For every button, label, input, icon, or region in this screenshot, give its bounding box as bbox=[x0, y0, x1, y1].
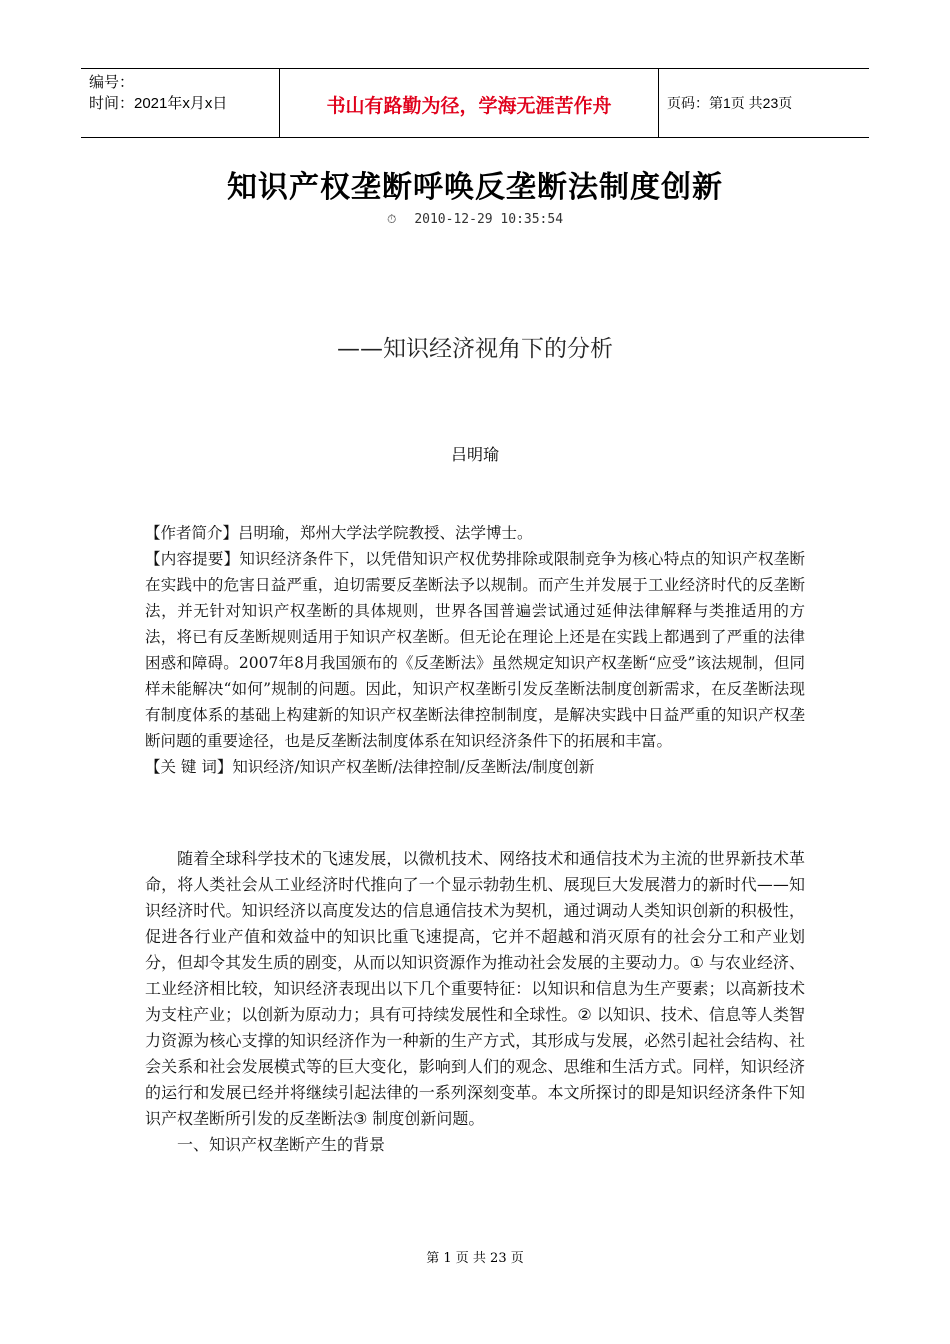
body-text bbox=[145, 846, 805, 1158]
document-time-label: 时间：2021年x月x日 bbox=[89, 95, 228, 112]
header-motto: 书山有路勤为径，学海无涯苦作舟 bbox=[280, 69, 659, 137]
header-meta bbox=[81, 69, 280, 137]
body-paragraph: 随着全球科学技术的飞速发展，以微机技术、网络技术和通信技术为主流的世界新技术革命，将人类社会从工业经济时代推向了一个显示勃勃生机、展现巨大发展潜力的新时代——知识经济时代。知识经济以高度发达的信息通信技术为契机，通过调动人类知识创新的积极性，促进各行业产值和效益中的知识比重飞速提高，它并不超越和消灭原有的社会分工和产业划分，但却令其发生质的剧变，从而以知识资源作为推动社会发展的主要动力。① 与农业经济、工业经济相比较，知识经济表现出以下几个重要特征：以知识和信息为生产要素；以高新技术为支柱产业；以创新为原动力；具有可持续发展性和全球性。② 以知识、技术、信息等人类智力资源为核心支撑的知识经济作为一种新的生产方式，其形成与发展，必然引起社会结构、社会关系和社会发展模式等的巨大变化，影响到人们的观念、思维和生活方式。同样，知识经济的运行和发展已经并将继续引起法律的一系列深刻变革。本文所探讨的即是知识经济条件下知识产权垄断所引发的反垄断法③ 制度创新问题。 bbox=[145, 849, 805, 1128]
document-title: 知识产权垄断呼唤反垄断法制度创新 bbox=[227, 170, 723, 205]
author-name: 吕明瑜 bbox=[450, 445, 499, 464]
section-heading: 一、知识产权垄断产生的背景 bbox=[177, 1135, 386, 1154]
publish-datetime bbox=[0, 212, 950, 227]
keywords: 【关 键 词】知识经济/知识产权垄断/法律控制/反垄断法/制度创新 bbox=[145, 758, 595, 776]
abstract-section bbox=[145, 520, 805, 780]
document-number-label: 编号： bbox=[89, 74, 135, 91]
header-page-info: 页码：第1页 共23页 bbox=[667, 95, 793, 111]
abstract-summary: 【内容提要】知识经济条件下，以凭借知识产权优势排除或限制竞争为核心特点的知识产权垄断在实践中的危害日益严重，迫切需要反垄断法予以规制。而产生并发展于工业经济时代的反垄断法，并无针对知识产权垄断的具体规则，世界各国普遍尝试通过延伸法律解释与类推适用的方法，将已有反垄断规则适用于知识产权垄断。但无论在理论上还是在实践上都遇到了严重的法律困惑和障碍。2007年8月我国颁布的《反垄断法》虽然规定知识产权垄断“应受”该法规制，但同样未能解决“如何”规制的问题。因此，知识产权垄断引发反垄断法制度创新需求，在反垄断法现有制度体系的基础上构建新的知识产权垄断法律控制制度，是解决实践中日益严重的知识产权垄断问题的重要途径，也是反垄断法制度体系在知识经济条件下的拓展和丰富。 bbox=[145, 550, 805, 750]
document-subtitle: ——知识经济视角下的分析 bbox=[337, 336, 613, 362]
page-header bbox=[81, 68, 869, 138]
author-intro: 【作者简介】吕明瑜，郑州大学法学院教授、法学博士。 bbox=[145, 524, 533, 542]
clock-icon: ⏱ bbox=[386, 212, 397, 226]
datetime-text: 2010-12-29 10:35:54 bbox=[414, 212, 564, 227]
page-footer: 第 1 页 共 23 页 bbox=[426, 1251, 524, 1266]
